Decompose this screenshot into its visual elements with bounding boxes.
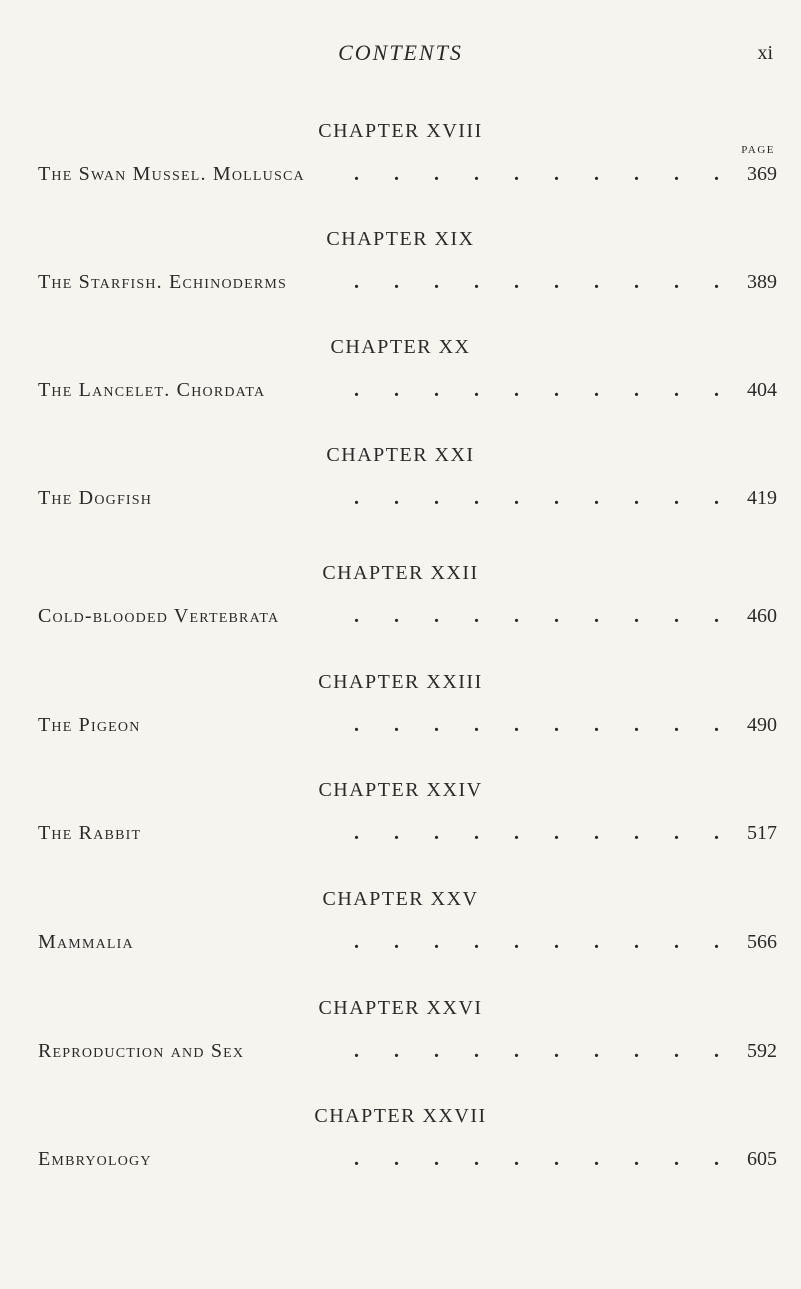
toc-line <box>38 605 777 628</box>
toc-line <box>38 1040 777 1063</box>
chapter-heading: CHAPTER XVIII <box>318 120 483 142</box>
chapter-title: The Pigeon <box>38 714 141 736</box>
chapter-title: The Rabbit <box>38 822 142 844</box>
chapter-title: The Starfish. Echinoderms <box>38 271 288 293</box>
toc-line <box>38 163 777 186</box>
chapter-page-number: 592 <box>747 1040 777 1062</box>
chapter-heading: CHAPTER XXI <box>326 444 475 466</box>
chapter-heading: CHAPTER XXVI <box>318 997 483 1019</box>
chapter-heading: CHAPTER XX <box>330 336 471 358</box>
chapter-page-number: 369 <box>747 163 777 185</box>
toc-line <box>38 487 777 510</box>
chapter-page-number: 419 <box>747 487 777 509</box>
chapter-heading: CHAPTER XXIV <box>318 779 483 801</box>
chapter-heading: CHAPTER XXVII <box>314 1105 487 1127</box>
chapter-title: Cold-blooded Vertebrata <box>38 605 280 627</box>
chapter-title: The Lancelet. Chordata <box>38 379 266 401</box>
chapter-heading: CHAPTER XIX <box>326 228 475 250</box>
dot-leaders <box>279 605 727 628</box>
dot-leaders <box>152 1148 727 1171</box>
chapter-heading: CHAPTER XXV <box>322 888 479 910</box>
chapter-title: Mammalia <box>38 931 134 953</box>
toc-line <box>38 271 777 294</box>
chapter-heading: CHAPTER XXIII <box>318 671 483 693</box>
toc-line <box>38 1148 777 1171</box>
chapter-page-number: 490 <box>747 714 777 736</box>
dot-leaders <box>141 822 727 845</box>
chapter-page-number: 517 <box>747 822 777 844</box>
chapter-page-number: 566 <box>747 931 777 953</box>
chapter-page-number: 605 <box>747 1148 777 1170</box>
page-header <box>0 40 801 80</box>
toc-line <box>38 822 777 845</box>
page-numeral: xi <box>757 42 773 64</box>
dot-leaders <box>265 379 727 402</box>
toc-line <box>38 931 777 954</box>
toc-line <box>38 714 777 737</box>
chapter-title: The Dogfish <box>38 487 153 509</box>
dot-leaders <box>244 1040 727 1063</box>
dot-leaders <box>152 487 727 510</box>
chapter-page-number: 404 <box>747 379 777 401</box>
chapter-title: The Swan Mussel. Mollusca <box>38 163 305 185</box>
dot-leaders <box>305 163 727 186</box>
chapter-heading: CHAPTER XXII <box>322 562 479 584</box>
chapter-title: Reproduction and Sex <box>38 1040 245 1062</box>
toc-line <box>38 379 777 402</box>
dot-leaders <box>141 714 727 737</box>
page-column-label: PAGE <box>741 144 775 156</box>
running-title: CONTENTS <box>338 40 463 65</box>
dot-leaders <box>287 271 727 294</box>
chapter-title: Embryology <box>38 1148 152 1170</box>
dot-leaders <box>134 931 727 954</box>
chapter-page-number: 460 <box>747 605 777 627</box>
chapter-page-number: 389 <box>747 271 777 293</box>
